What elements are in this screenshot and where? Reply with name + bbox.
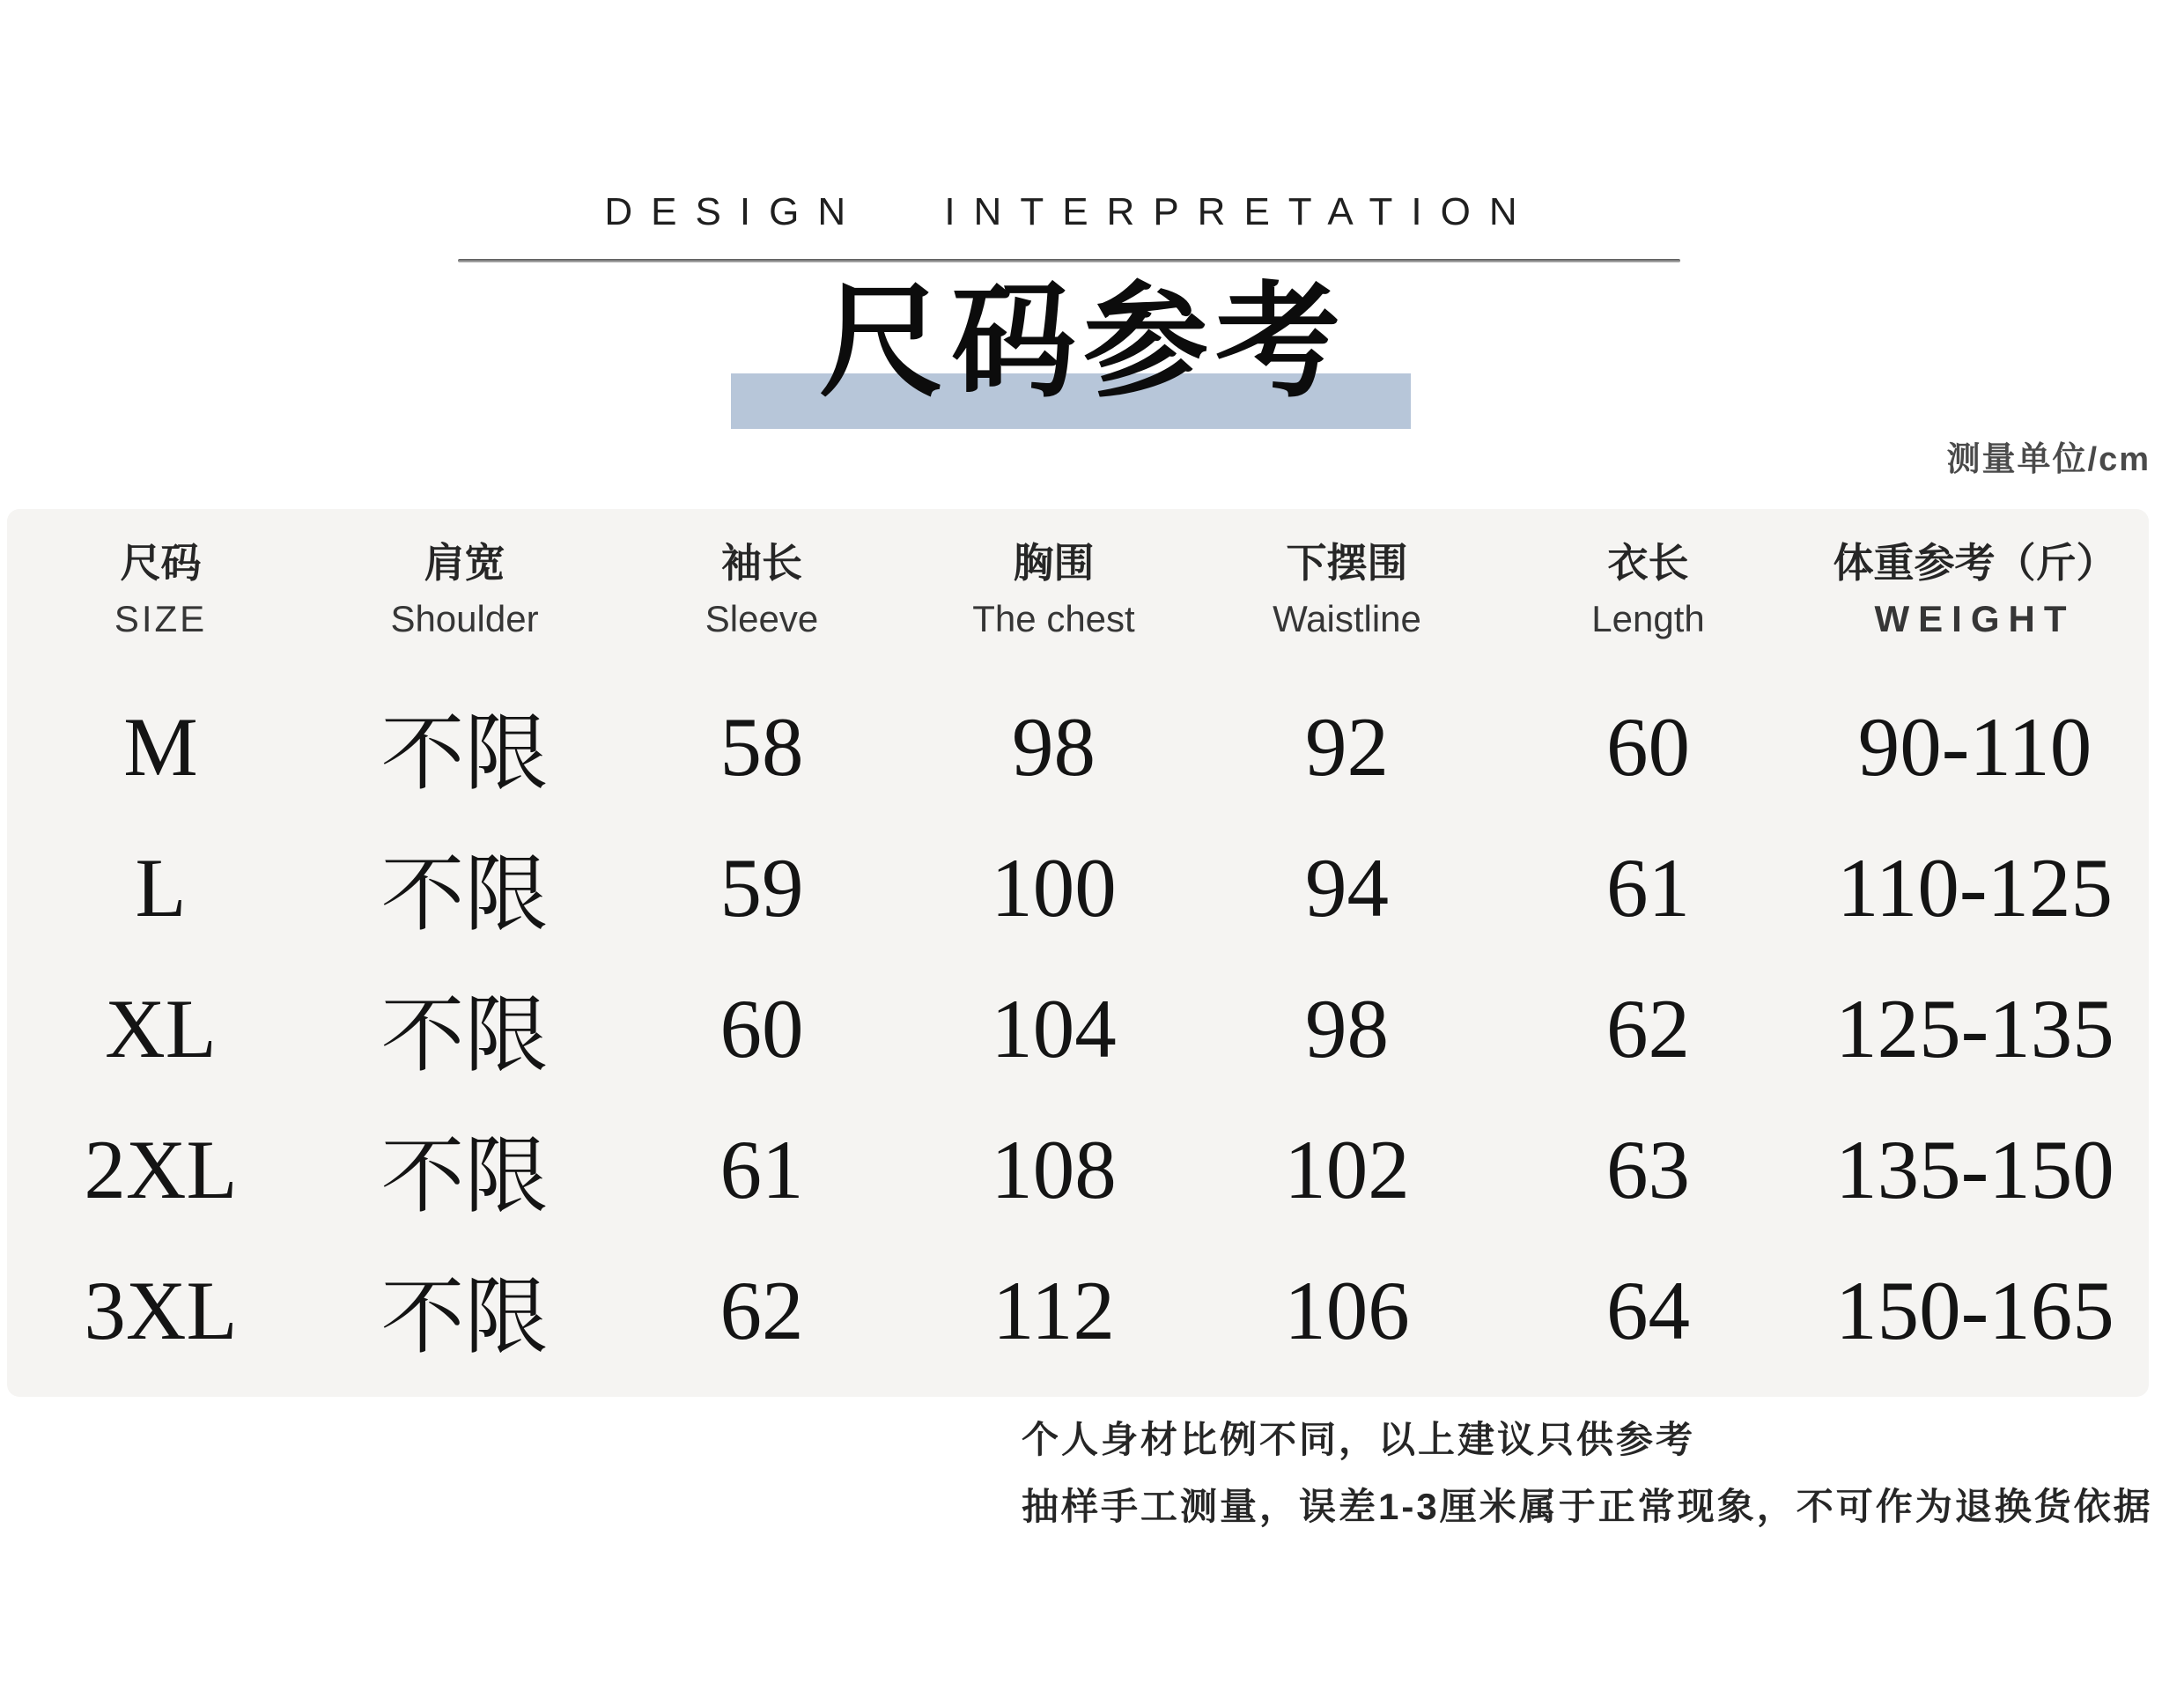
column-header-cn: 体重参考（斤） <box>1833 540 2117 586</box>
table-cell: 不限 <box>380 1271 549 1364</box>
column-header-en: SIZE <box>114 598 208 639</box>
table-cell: M <box>123 700 198 794</box>
column-header <box>1801 534 2149 646</box>
column-header-en: WEIGHT <box>1874 598 2076 639</box>
table-cell: L <box>135 841 187 934</box>
table-cell: XL <box>105 982 217 1075</box>
table-cell: 104 <box>991 982 1117 1075</box>
table-row <box>7 676 2149 817</box>
table-cell: 125-135 <box>1835 982 2114 1075</box>
table-cell: 108 <box>991 1123 1117 1216</box>
page-title: 尺码参考 <box>819 273 1347 412</box>
table-cell: 135-150 <box>1835 1123 2114 1216</box>
table-cell: 112 <box>992 1264 1115 1357</box>
column-header-cn: 下摆围 <box>1286 540 1408 586</box>
table-cell: 98 <box>1012 700 1096 794</box>
size-table <box>7 509 2149 1397</box>
table-cell: 90-110 <box>1857 700 2092 794</box>
table-cell: 不限 <box>380 1130 549 1223</box>
table-cell: 100 <box>991 841 1117 934</box>
column-header-cn: 胸围 <box>1013 540 1095 586</box>
column-header-cn: 衣长 <box>1607 540 1689 586</box>
table-cell: 64 <box>1606 1264 1690 1357</box>
table-row <box>7 1099 2149 1240</box>
table-cell: 92 <box>1305 700 1389 794</box>
column-header <box>1495 534 1801 646</box>
table-cell: 3XL <box>84 1264 238 1357</box>
column-header-en: The chest <box>972 598 1135 639</box>
column-header <box>1199 534 1495 646</box>
table-row <box>7 817 2149 958</box>
column-header <box>314 534 615 646</box>
table-cell: 110-125 <box>1836 841 2114 934</box>
column-header-cn: 肩宽 <box>424 540 505 586</box>
table-cell: 58 <box>719 700 804 794</box>
table-row <box>7 958 2149 1099</box>
table-cell: 60 <box>719 982 804 1075</box>
table-cell: 61 <box>719 1123 804 1216</box>
column-header-cn: 袖长 <box>721 540 802 586</box>
column-header <box>7 534 314 646</box>
table-cell: 150-165 <box>1835 1264 2114 1357</box>
column-header-cn: 尺码 <box>120 540 202 586</box>
table-body <box>7 676 2149 1381</box>
table-cell: 106 <box>1284 1264 1410 1357</box>
column-header-en: Length <box>1591 598 1705 639</box>
column-header-en: Sleeve <box>705 598 819 639</box>
table-cell: 94 <box>1305 841 1389 934</box>
table-cell: 不限 <box>380 989 549 1082</box>
table-cell: 63 <box>1606 1123 1690 1216</box>
note-line: 个人身材比例不同，以上建议只供参考 <box>1022 1419 1696 1460</box>
column-header <box>615 534 909 646</box>
column-header <box>909 534 1199 646</box>
table-cell: 102 <box>1284 1123 1410 1216</box>
column-header-en: Shoulder <box>390 598 539 639</box>
table-cell: 62 <box>1606 982 1690 1075</box>
table-cell: 62 <box>719 1264 804 1357</box>
eyebrow-heading: DESIGN INTERPRETATION <box>604 190 1536 233</box>
table-cell: 60 <box>1606 700 1690 794</box>
measure-unit-label: 测量单位/cm <box>1946 441 2151 478</box>
table-row <box>7 1240 2149 1381</box>
note-line: 抽样手工测量，误差1-3厘米属于正常现象，不可作为退换货依据 <box>1022 1486 2153 1527</box>
column-header-en: Waistline <box>1273 598 1421 639</box>
table-cell: 不限 <box>380 707 549 801</box>
table-cell: 98 <box>1305 982 1389 1075</box>
table-cell: 59 <box>719 841 804 934</box>
table-cell: 2XL <box>84 1123 238 1216</box>
table-cell: 61 <box>1606 841 1690 934</box>
table-cell: 不限 <box>380 848 549 941</box>
header-row <box>7 509 2149 646</box>
divider-line <box>458 259 1680 262</box>
